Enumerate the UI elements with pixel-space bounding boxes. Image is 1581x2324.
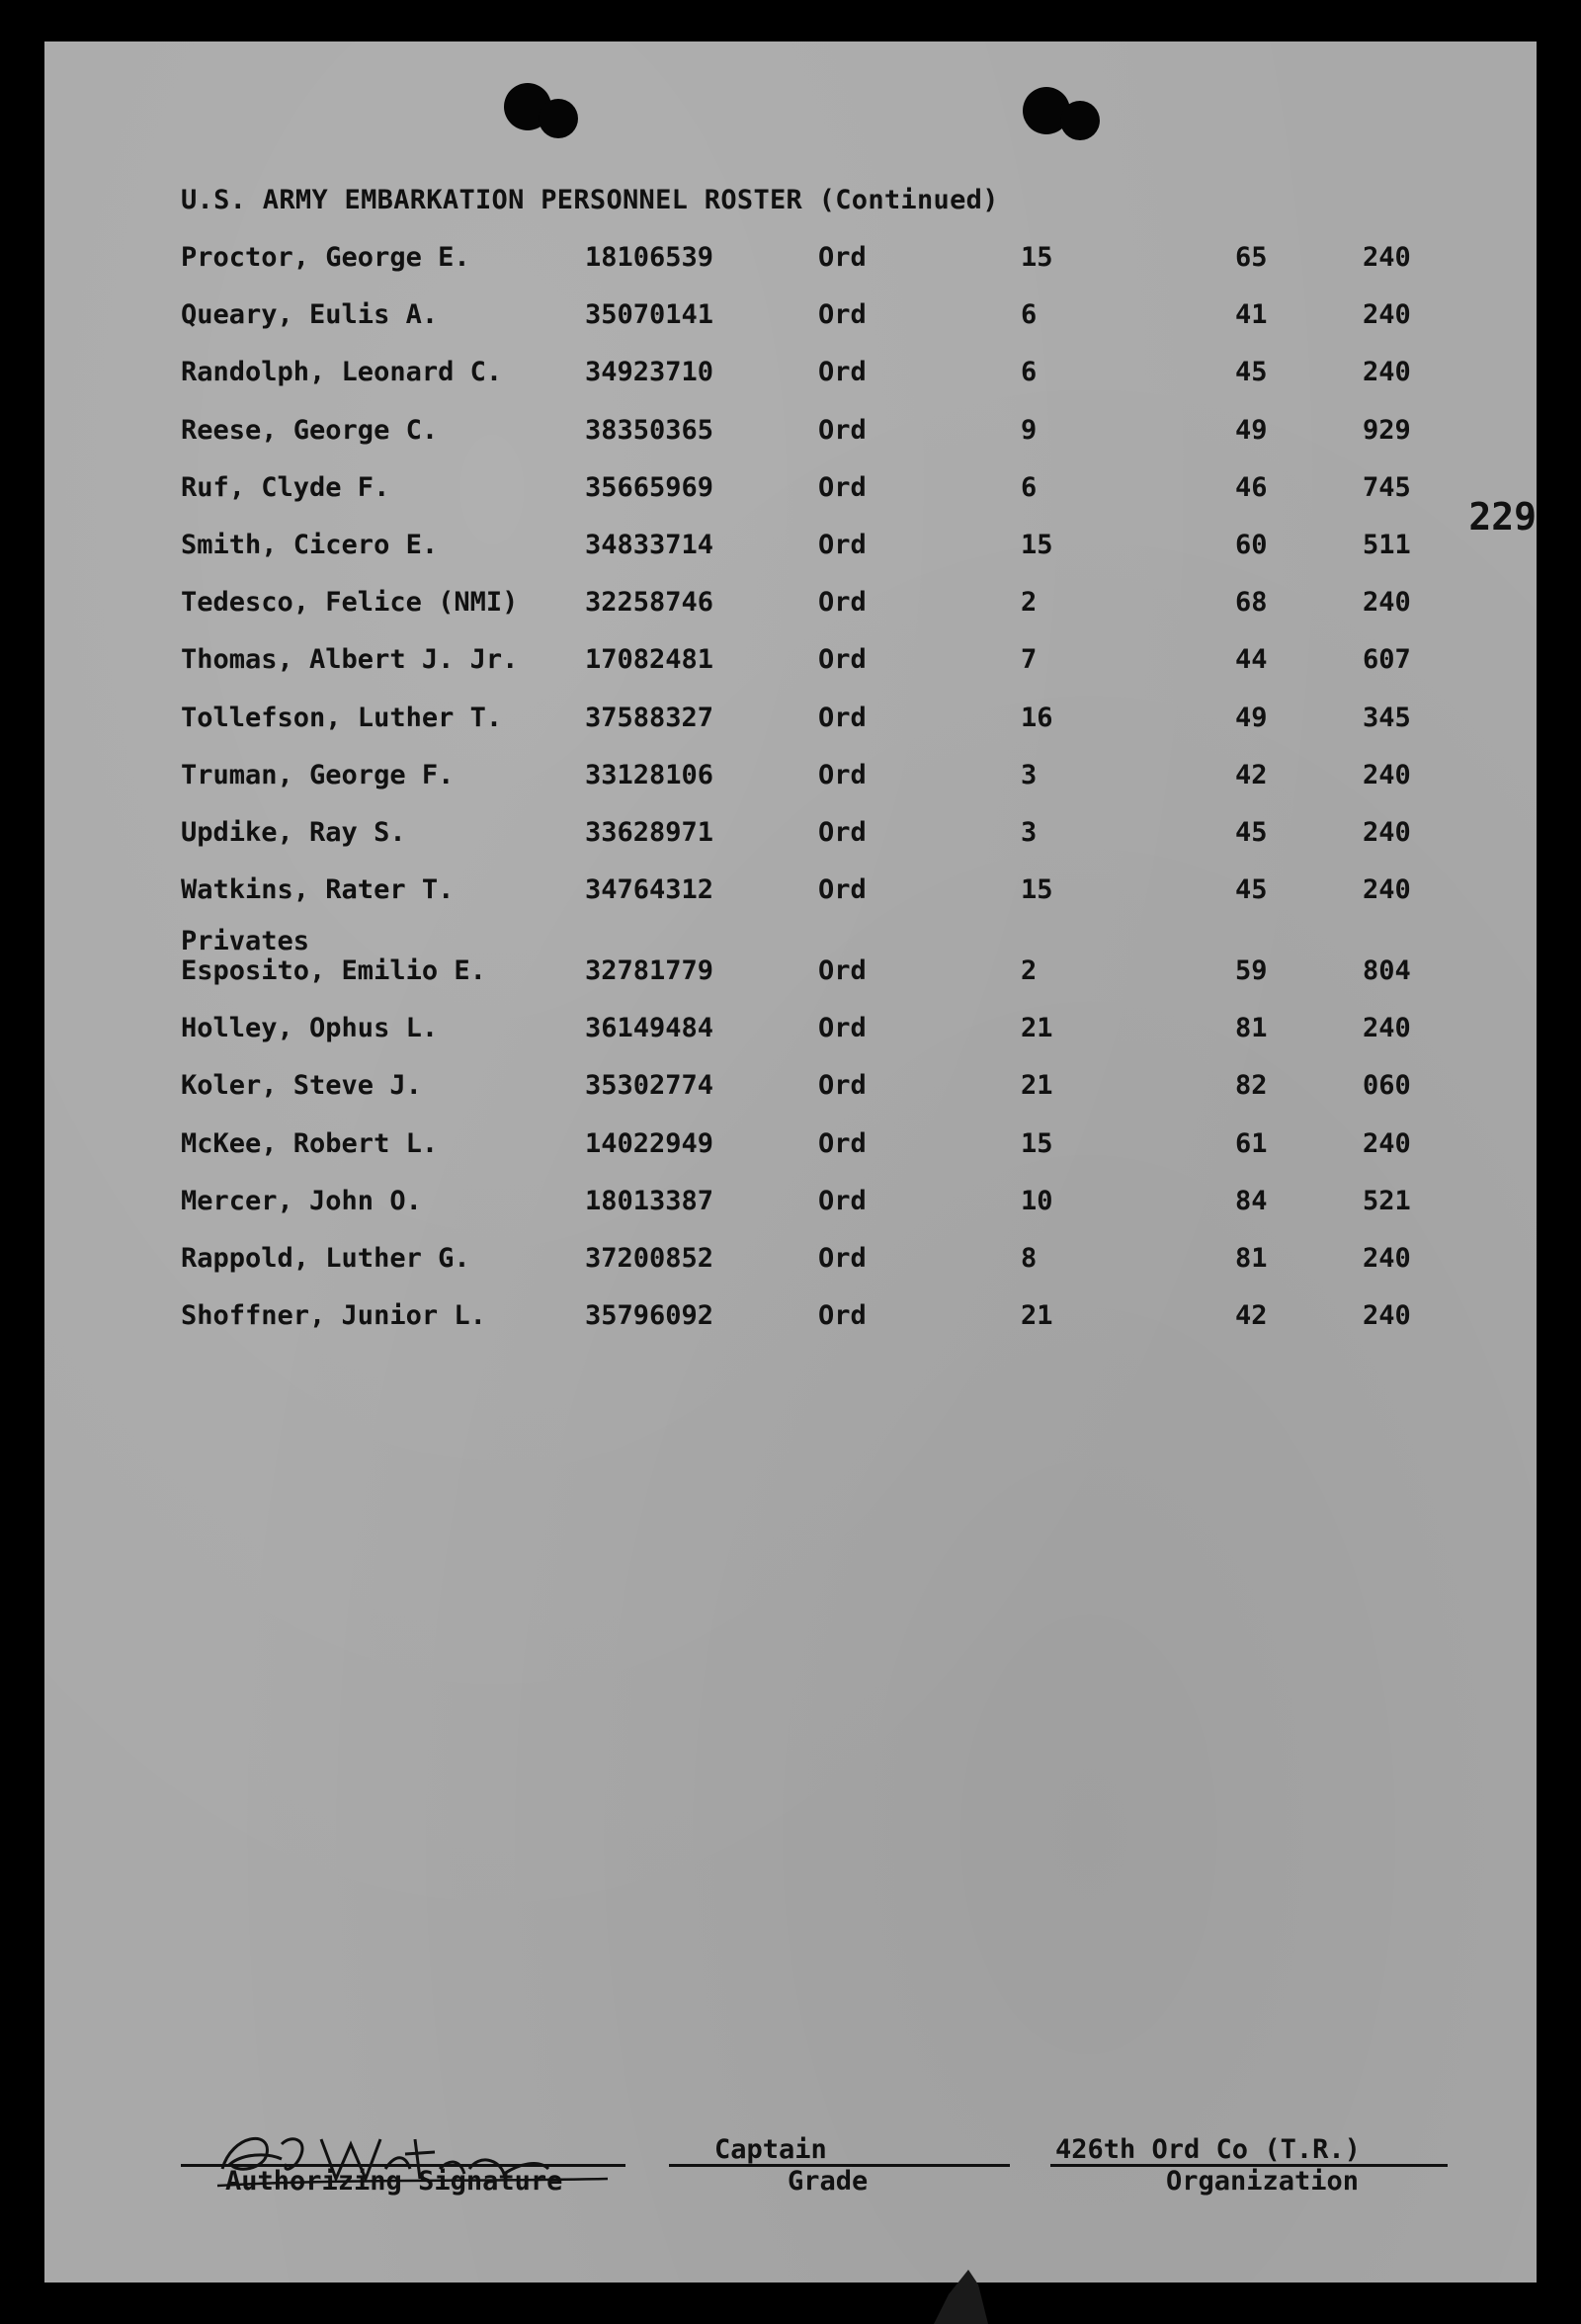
cell-c: 804	[1363, 955, 1411, 986]
cell-serial: 35665969	[585, 471, 714, 503]
table-row	[44, 1070, 1537, 1106]
cell-name: Randolph, Leonard C.	[181, 357, 503, 388]
cell-a: 15	[1021, 242, 1053, 273]
cell-a: 16	[1021, 702, 1053, 733]
cell-name: Smith, Cicero E.	[181, 530, 439, 560]
cell-a: 2	[1021, 587, 1038, 619]
cell-b: 68	[1235, 587, 1268, 619]
cell-branch: Ord	[818, 242, 867, 273]
table-row	[44, 760, 1537, 795]
cell-b: 81	[1235, 1013, 1268, 1044]
table-row	[44, 530, 1537, 565]
cell-serial: 33628971	[585, 817, 714, 848]
cell-b: 42	[1235, 759, 1268, 790]
cell-b: 81	[1235, 1243, 1268, 1274]
cell-c: 240	[1363, 1300, 1411, 1332]
cell-c: 240	[1363, 1243, 1411, 1274]
cell-branch: Ord	[818, 1070, 867, 1102]
table-row	[44, 1013, 1537, 1048]
cell-serial: 18106539	[585, 242, 714, 273]
cell-c: 240	[1363, 357, 1411, 388]
paper-tear	[934, 2265, 1003, 2324]
cell-b: 46	[1235, 471, 1268, 503]
cell-c: 240	[1363, 242, 1411, 273]
cell-c: 240	[1363, 817, 1411, 848]
cell-a: 15	[1021, 1127, 1053, 1159]
cell-branch: Ord	[818, 530, 867, 560]
cell-c: 240	[1363, 1127, 1411, 1159]
cell-a: 6	[1021, 299, 1038, 331]
table-row	[44, 299, 1537, 335]
cell-serial: 37200852	[585, 1243, 714, 1274]
cell-branch: Ord	[818, 874, 867, 906]
cell-serial: 33128106	[585, 759, 714, 790]
cell-branch: Ord	[818, 1013, 867, 1044]
cell-a: 9	[1021, 414, 1038, 446]
cell-name: Esposito, Emilio E.	[181, 955, 486, 986]
cell-c: 240	[1363, 299, 1411, 331]
cell-branch: Ord	[818, 587, 867, 619]
cell-serial: 38350365	[585, 414, 714, 446]
cell-name: Mercer, John O.	[181, 1185, 422, 1216]
cell-b: 45	[1235, 874, 1268, 906]
cell-serial: 35302774	[585, 1070, 714, 1102]
table-row	[44, 1128, 1537, 1164]
cell-b: 42	[1235, 1300, 1268, 1332]
grade-caption: Grade	[788, 2166, 869, 2197]
cell-b: 49	[1235, 414, 1268, 446]
punch-hole-left-2	[539, 99, 578, 138]
cell-name: Shoffner, Junior L.	[181, 1300, 486, 1332]
cell-serial: 18013387	[585, 1185, 714, 1216]
cell-name: Ruf, Clyde F.	[181, 471, 390, 503]
cell-name: Thomas, Albert J. Jr.	[181, 644, 519, 676]
cell-b: 41	[1235, 299, 1268, 331]
table-row	[44, 587, 1537, 622]
cell-serial: 34923710	[585, 357, 714, 388]
table-row	[44, 703, 1537, 738]
cell-a: 6	[1021, 357, 1038, 388]
cell-c: 345	[1363, 702, 1411, 733]
cell-c: 240	[1363, 587, 1411, 619]
cell-a: 8	[1021, 1243, 1038, 1274]
cell-b: 49	[1235, 702, 1268, 733]
cell-name: Watkins, Rater T.	[181, 874, 455, 906]
cell-branch: Ord	[818, 1127, 867, 1159]
table-row	[44, 955, 1537, 991]
cell-a: 21	[1021, 1300, 1053, 1332]
cell-branch: Ord	[818, 357, 867, 388]
cell-name: Koler, Steve J.	[181, 1070, 422, 1102]
cell-b: 45	[1235, 817, 1268, 848]
cell-name: Rappold, Luther G.	[181, 1243, 470, 1274]
page-number: 229	[1468, 495, 1537, 539]
cell-a: 3	[1021, 817, 1038, 848]
cell-branch: Ord	[818, 299, 867, 331]
cell-name: Tedesco, Felice (NMI)	[181, 587, 519, 619]
cell-serial: 35070141	[585, 299, 714, 331]
cell-name: McKee, Robert L.	[181, 1127, 439, 1159]
cell-c: 745	[1363, 471, 1411, 503]
cell-a: 3	[1021, 759, 1038, 790]
cell-branch: Ord	[818, 471, 867, 503]
cell-b: 44	[1235, 644, 1268, 676]
cell-c: 240	[1363, 874, 1411, 906]
cell-name: Tollefson, Luther T.	[181, 702, 503, 733]
cell-a: 21	[1021, 1070, 1053, 1102]
table-row	[44, 1186, 1537, 1221]
table-row	[44, 644, 1537, 680]
cell-c: 240	[1363, 1013, 1411, 1044]
cell-branch: Ord	[818, 414, 867, 446]
cell-b: 84	[1235, 1185, 1268, 1216]
organization-caption: Organization	[1166, 2166, 1360, 2197]
cell-serial: 14022949	[585, 1127, 714, 1159]
cell-name: Reese, George C.	[181, 414, 439, 446]
cell-serial: 35796092	[585, 1300, 714, 1332]
cell-serial: 17082481	[585, 644, 714, 676]
table-row	[44, 817, 1537, 853]
table-row	[44, 874, 1537, 910]
cell-c: 929	[1363, 414, 1411, 446]
cell-c: 240	[1363, 759, 1411, 790]
signature-caption: Authorizing Signature	[225, 2166, 563, 2197]
cell-serial: 36149484	[585, 1013, 714, 1044]
cell-branch: Ord	[818, 759, 867, 790]
table-row	[44, 1243, 1537, 1279]
table-row	[44, 1300, 1537, 1336]
cell-name: Proctor, George E.	[181, 242, 470, 273]
table-row	[44, 415, 1537, 451]
table-row	[44, 357, 1537, 392]
cell-branch: Ord	[818, 817, 867, 848]
cell-serial: 32258746	[585, 587, 714, 619]
cell-name: Updike, Ray S.	[181, 817, 406, 848]
organization-value: 426th Ord Co (T.R.)	[1055, 2134, 1361, 2165]
cell-a: 2	[1021, 955, 1038, 986]
cell-branch: Ord	[818, 702, 867, 733]
cell-serial: 34764312	[585, 874, 714, 906]
cell-a: 10	[1021, 1185, 1053, 1216]
cell-b: 82	[1235, 1070, 1268, 1102]
cell-a: 15	[1021, 530, 1053, 560]
table-row	[44, 242, 1537, 278]
cell-name: Holley, Ophus L.	[181, 1013, 439, 1044]
cell-a: 21	[1021, 1013, 1053, 1044]
cell-b: 45	[1235, 357, 1268, 388]
cell-branch: Ord	[818, 1185, 867, 1216]
cell-serial: 32781779	[585, 955, 714, 986]
cell-branch: Ord	[818, 1243, 867, 1274]
table-row	[44, 472, 1537, 508]
punch-hole-right-2	[1060, 101, 1100, 140]
cell-b: 60	[1235, 530, 1268, 560]
cell-c: 607	[1363, 644, 1411, 676]
cell-serial: 34833714	[585, 530, 714, 560]
cell-b: 65	[1235, 242, 1268, 273]
cell-branch: Ord	[818, 644, 867, 676]
cell-a: 6	[1021, 471, 1038, 503]
cell-a: 7	[1021, 644, 1038, 676]
grade-value: Captain	[714, 2134, 827, 2165]
cell-name: Queary, Eulis A.	[181, 299, 439, 331]
cell-c: 511	[1363, 530, 1411, 560]
document-page	[44, 42, 1537, 2282]
cell-c: 060	[1363, 1070, 1411, 1102]
cell-c: 521	[1363, 1185, 1411, 1216]
roster-heading: U.S. ARMY EMBARKATION PERSONNEL ROSTER (Continued)	[181, 185, 999, 215]
cell-branch: Ord	[818, 1300, 867, 1332]
cell-b: 59	[1235, 955, 1268, 986]
cell-serial: 37588327	[585, 702, 714, 733]
cell-b: 61	[1235, 1127, 1268, 1159]
cell-branch: Ord	[818, 955, 867, 986]
section-label-privates: Privates	[181, 926, 310, 956]
cell-a: 15	[1021, 874, 1053, 906]
cell-name: Truman, George F.	[181, 759, 455, 790]
